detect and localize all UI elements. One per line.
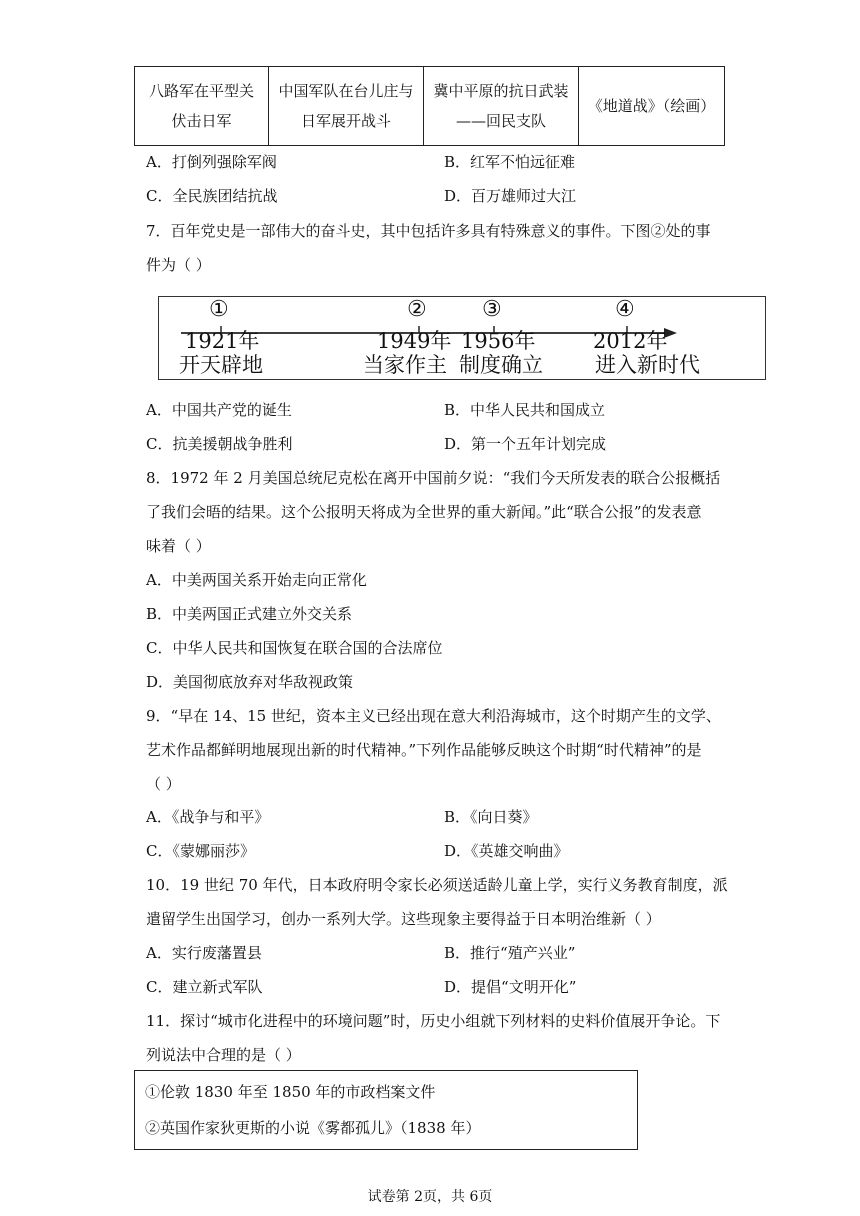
q9-option-c[interactable]: C．《蒙娜丽莎》 xyxy=(146,842,255,860)
timeline-label-4: 进入新时代 xyxy=(595,353,700,377)
timeline-label-3: 制度确立 xyxy=(459,353,543,377)
timeline-marker-4: ④ xyxy=(615,297,635,322)
q8-option-b[interactable]: B．中美两国正式建立外交关系 xyxy=(146,605,353,623)
cell-line: 伏击日军 xyxy=(171,112,232,130)
timeline-marker-3: ③ xyxy=(482,297,502,322)
q9-stem-line2: 艺术作品都鲜明地展现出新的时代精神。”下列作品能够反映这个时期“时代精神”的是 xyxy=(146,741,702,759)
q7-stem-line1: 7．百年党史是一部伟大的奋斗史，其中包括许多具有特殊意义的事件。下图②处的事 xyxy=(146,222,711,240)
timeline-label-2: 当家作主 xyxy=(363,353,447,377)
q7-stem-line2: 件为（ ） xyxy=(146,256,211,274)
q10-option-c[interactable]: C．建立新式军队 xyxy=(146,978,263,996)
cell-line: 八路军在平型关 xyxy=(148,82,254,100)
timeline-marker-1: ① xyxy=(209,297,229,322)
q10-stem-line2: 遣留学生出国学习，创办一系列大学。这些现象主要得益于日本明治维新（ ） xyxy=(146,910,661,928)
event-table xyxy=(134,66,725,146)
q8-stem-line3: 味着（ ） xyxy=(146,537,211,555)
q6-option-c[interactable]: C．全民族团结抗战 xyxy=(146,187,278,205)
table-cell xyxy=(579,67,725,146)
q7-option-c[interactable]: C．抗美援朝战争胜利 xyxy=(146,435,293,453)
q8-option-c[interactable]: C．中华人民共和国恢复在联合国的合法席位 xyxy=(146,639,443,657)
q10-option-a[interactable]: A．实行废藩置县 xyxy=(146,944,262,962)
q8-option-d[interactable]: D．美国彻底放弃对华敌视政策 xyxy=(146,673,354,691)
cell-line: 日军展开战斗 xyxy=(300,112,391,130)
q9-option-d[interactable]: D．《英雄交响曲》 xyxy=(444,842,569,860)
timeline-year-2: 1949年 xyxy=(377,329,452,353)
q8-option-a[interactable]: A．中美两国关系开始走向正常化 xyxy=(146,571,367,589)
table-cell xyxy=(135,67,269,146)
timeline-label-1: 开天辟地 xyxy=(179,353,263,377)
q7-option-a[interactable]: A．中国共产党的诞生 xyxy=(146,401,292,419)
q11-stem-line1: 11．探讨“城市化进程中的环境问题”时，历史小组就下列材料的史料价值展开争论。下 xyxy=(146,1012,721,1030)
q11-stem-line2: 列说法中合理的是（ ） xyxy=(146,1046,301,1064)
q6-option-b[interactable]: B．红军不怕远征难 xyxy=(444,153,576,171)
timeline-figure xyxy=(158,296,766,380)
table-row xyxy=(135,67,725,146)
table-cell xyxy=(424,67,579,146)
q9-option-b[interactable]: B．《向日葵》 xyxy=(444,808,538,826)
q9-option-a[interactable]: A．《战争与和平》 xyxy=(146,808,270,826)
cell-line: 冀中平原的抗日武装 xyxy=(433,82,569,100)
q10-option-d[interactable]: D．提倡“文明开化” xyxy=(444,978,577,996)
q9-stem-line3: （ ） xyxy=(146,775,181,793)
q7-option-b[interactable]: B．中华人民共和国成立 xyxy=(444,401,606,419)
timeline-year-3: 1956年 xyxy=(461,329,536,353)
source-material-box xyxy=(134,1070,638,1150)
source-item-2: ②英国作家狄更斯的小说《雾都孤儿》（1838 年） xyxy=(145,1119,481,1137)
page-footer: 试卷第 2页，共 6页 xyxy=(367,1189,493,1205)
q10-option-b[interactable]: B．推行“殖产兴业” xyxy=(444,944,576,962)
q6-option-a[interactable]: A．打倒列强除军阀 xyxy=(146,153,277,171)
source-item-1: ①伦敦 1830 年至 1850 年的市政档案文件 xyxy=(145,1083,436,1101)
q7-option-d[interactable]: D．第一个五年计划完成 xyxy=(444,435,607,453)
cell-line: 《地道战》（绘画） xyxy=(587,97,716,115)
timeline-year-4: 2012年 xyxy=(593,329,668,353)
timeline-marker-2: ② xyxy=(407,297,427,322)
q10-stem-line1: 10．19 世纪 70 年代，日本政府明令家长必须送适龄儿童上学，实行义务教育制度，派 xyxy=(146,876,728,894)
q6-option-d[interactable]: D．百万雄师过大江 xyxy=(444,187,577,205)
q8-stem-line1: 8．1972 年 2 月美国总统尼克松在离开中国前夕说：“我们今天所发表的联合公报概括 xyxy=(146,469,721,487)
table-cell xyxy=(269,67,424,146)
q9-stem-line1: 9．“早在 14、15 世纪，资本主义已经出现在意大利沿海城市，这个时期产生的文学、 xyxy=(146,707,721,725)
cell-line: 中国军队在台儿庄与 xyxy=(278,82,414,100)
timeline-year-1: 1921年 xyxy=(185,329,260,353)
cell-line: ——回民支队 xyxy=(455,112,546,130)
q8-stem-line2: 了我们会晤的结果。这个公报明天将成为全世界的重大新闻。”此“联合公报”的发表意 xyxy=(146,503,702,521)
